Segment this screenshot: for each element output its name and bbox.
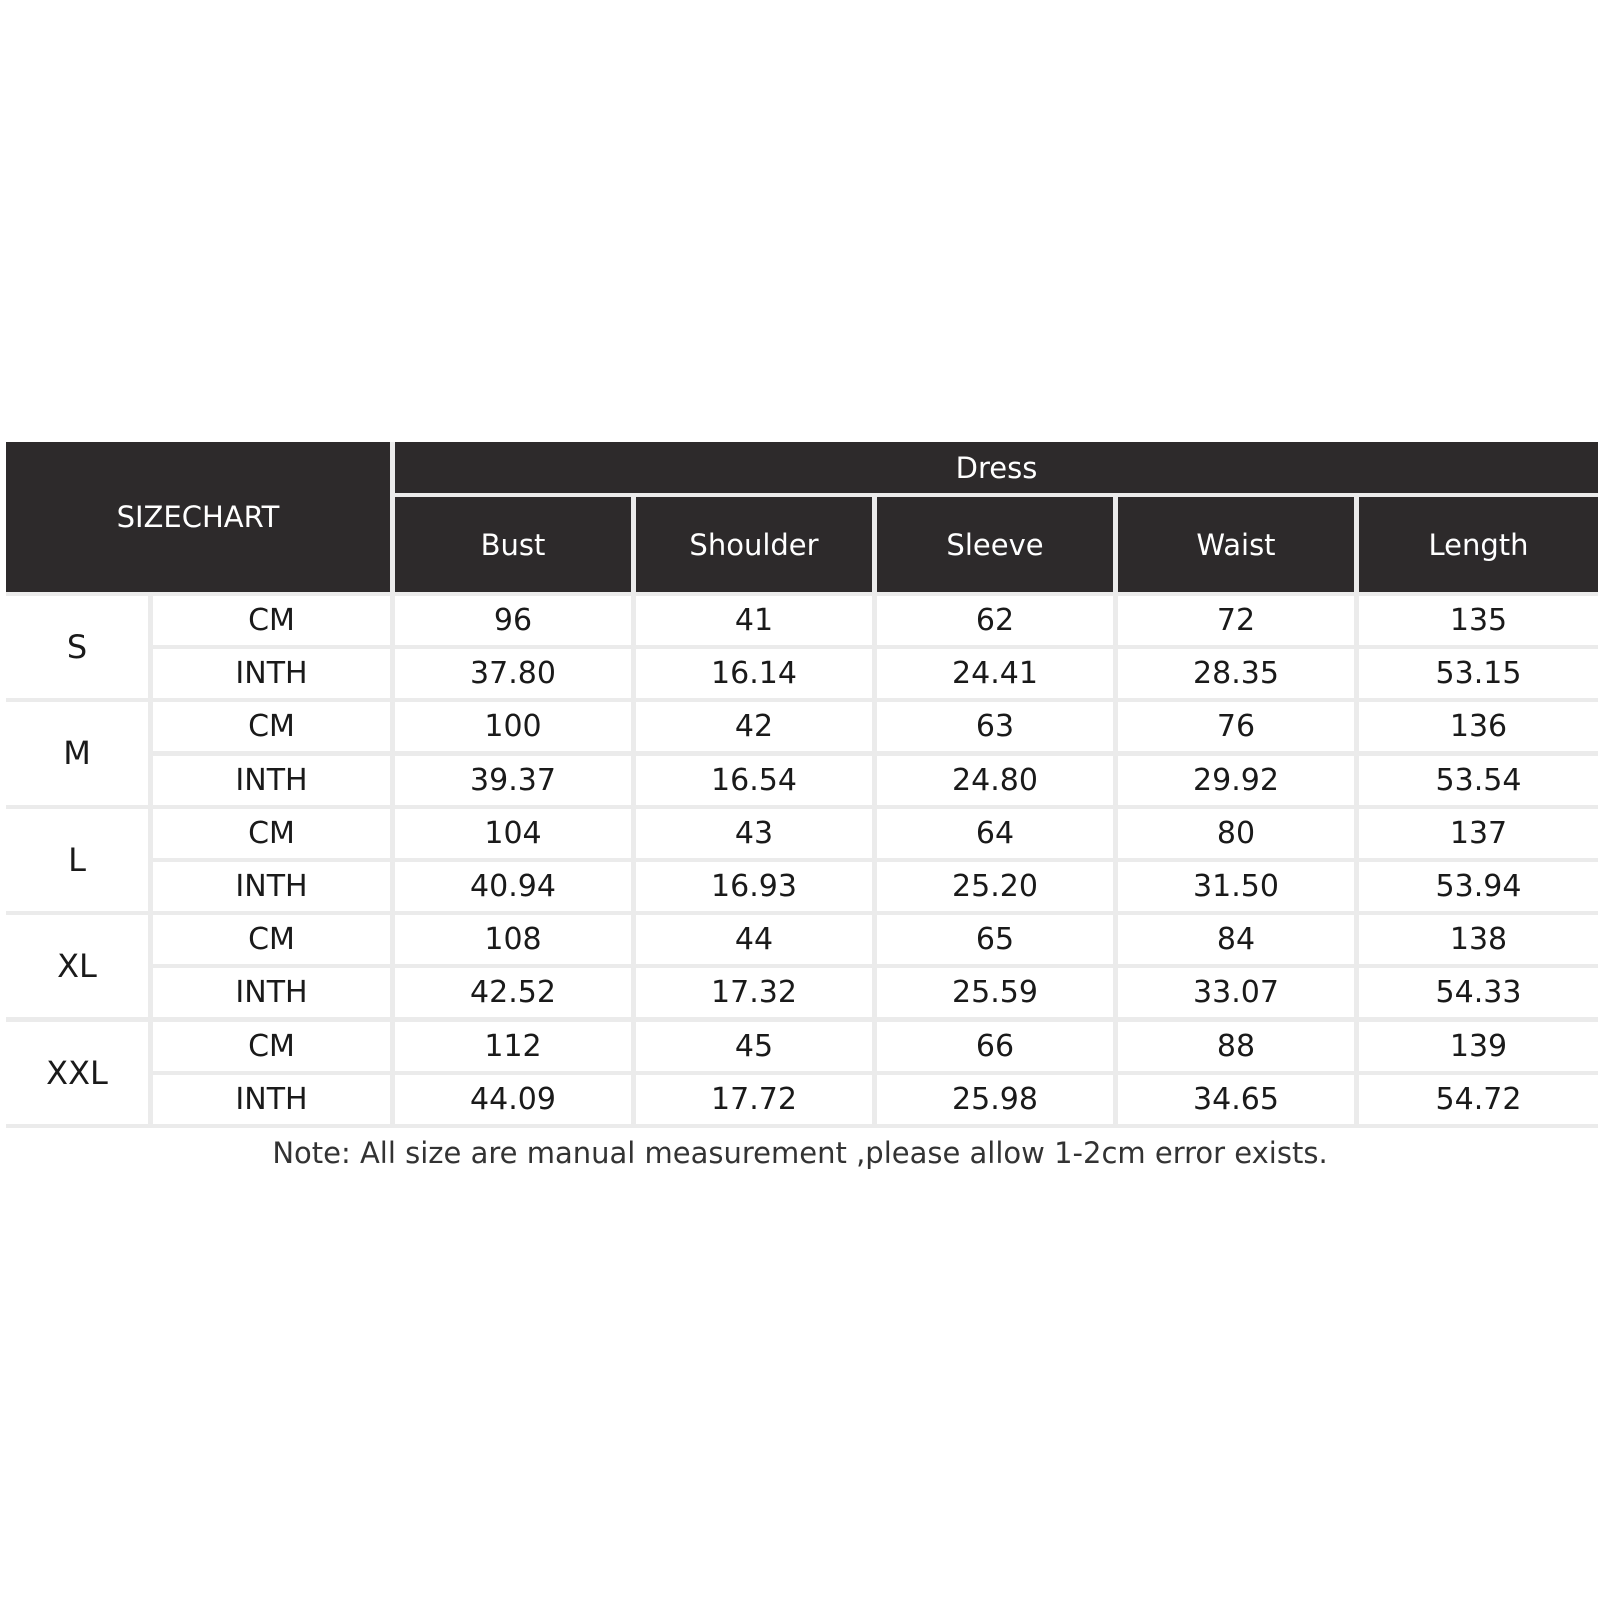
shoulder-value: 16.14: [636, 649, 872, 698]
size-label-xl: XL: [6, 915, 148, 1017]
length-value: 53.94: [1359, 862, 1598, 911]
shoulder-value: 44: [636, 915, 872, 964]
column-header-bust: Bust: [395, 497, 631, 592]
sleeve-value: 63: [877, 702, 1113, 751]
unit-label: CM: [153, 915, 390, 964]
sleeve-value: 66: [877, 1022, 1113, 1071]
shoulder-value: 43: [636, 809, 872, 858]
column-header-sleeve: Sleeve: [877, 497, 1113, 592]
bust-value: 37.80: [395, 649, 631, 698]
waist-value: 28.35: [1118, 649, 1354, 698]
length-value: 54.72: [1359, 1075, 1598, 1124]
sleeve-value: 24.41: [877, 649, 1113, 698]
waist-value: 88: [1118, 1022, 1354, 1071]
dress-group-header: Dress: [395, 442, 1598, 493]
waist-value: 84: [1118, 915, 1354, 964]
sleeve-value: 65: [877, 915, 1113, 964]
size-label-s: S: [6, 596, 148, 698]
sleeve-value: 25.20: [877, 862, 1113, 911]
waist-value: 33.07: [1118, 968, 1354, 1017]
column-header-shoulder: Shoulder: [636, 497, 872, 592]
size-chart-table: [6, 442, 1598, 1128]
length-value: 135: [1359, 596, 1598, 645]
shoulder-value: 16.54: [636, 756, 872, 805]
sleeve-value: 24.80: [877, 756, 1113, 805]
size-label-m: M: [6, 702, 148, 804]
bust-value: 44.09: [395, 1075, 631, 1124]
waist-value: 29.92: [1118, 756, 1354, 805]
sizechart-title: SIZECHART: [6, 442, 390, 592]
measurement-note: Note: All size are manual measurement ,please allow 1-2cm error exists.: [272, 1136, 1328, 1170]
shoulder-value: 42: [636, 702, 872, 751]
waist-value: 34.65: [1118, 1075, 1354, 1124]
length-value: 136: [1359, 702, 1598, 751]
unit-label: CM: [153, 1022, 390, 1071]
unit-label: INTH: [153, 1075, 390, 1124]
shoulder-value: 17.32: [636, 968, 872, 1017]
bust-value: 112: [395, 1022, 631, 1071]
waist-value: 76: [1118, 702, 1354, 751]
bust-value: 39.37: [395, 756, 631, 805]
shoulder-value: 16.93: [636, 862, 872, 911]
length-value: 54.33: [1359, 968, 1598, 1017]
unit-label: INTH: [153, 862, 390, 911]
unit-label: CM: [153, 809, 390, 858]
bust-value: 104: [395, 809, 631, 858]
sleeve-value: 62: [877, 596, 1113, 645]
shoulder-value: 17.72: [636, 1075, 872, 1124]
column-header-waist: Waist: [1118, 497, 1354, 592]
length-value: 53.15: [1359, 649, 1598, 698]
shoulder-value: 45: [636, 1022, 872, 1071]
waist-value: 72: [1118, 596, 1354, 645]
length-value: 137: [1359, 809, 1598, 858]
unit-label: INTH: [153, 968, 390, 1017]
sleeve-value: 25.98: [877, 1075, 1113, 1124]
unit-label: CM: [153, 702, 390, 751]
column-header-length: Length: [1359, 497, 1598, 592]
sleeve-value: 64: [877, 809, 1113, 858]
bust-value: 108: [395, 915, 631, 964]
shoulder-value: 41: [636, 596, 872, 645]
length-value: 139: [1359, 1022, 1598, 1071]
unit-label: INTH: [153, 649, 390, 698]
waist-value: 31.50: [1118, 862, 1354, 911]
sleeve-value: 25.59: [877, 968, 1113, 1017]
bust-value: 96: [395, 596, 631, 645]
bust-value: 40.94: [395, 862, 631, 911]
waist-value: 80: [1118, 809, 1354, 858]
length-value: 53.54: [1359, 756, 1598, 805]
unit-label: INTH: [153, 756, 390, 805]
bust-value: 100: [395, 702, 631, 751]
bust-value: 42.52: [395, 968, 631, 1017]
length-value: 138: [1359, 915, 1598, 964]
size-label-xxl: XXL: [6, 1022, 148, 1124]
unit-label: CM: [153, 596, 390, 645]
size-label-l: L: [6, 809, 148, 911]
